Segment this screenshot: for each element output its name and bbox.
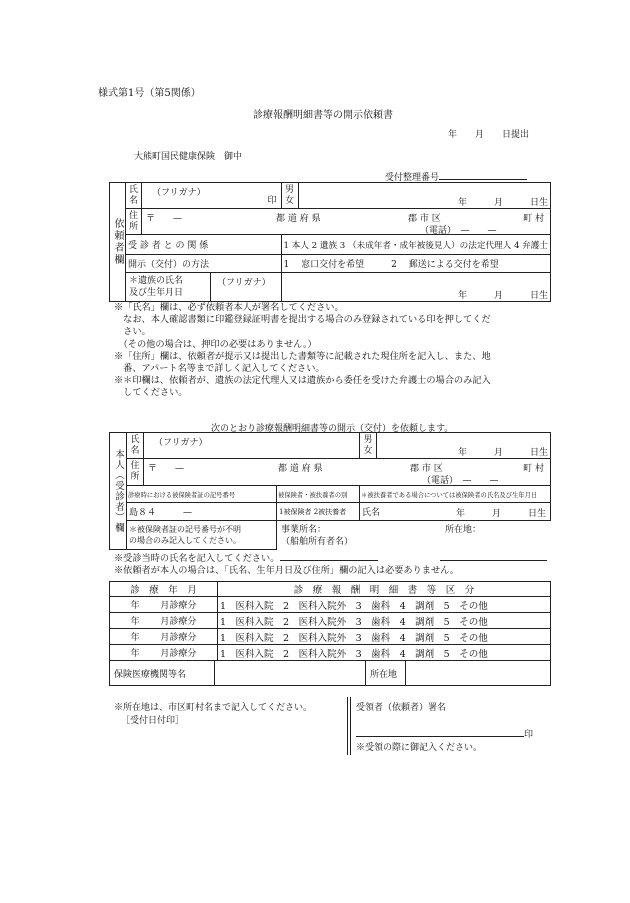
patient-phone: （電話） — — xyxy=(422,476,499,487)
treatment-period-cell[interactable]: 年 月診療分 xyxy=(110,645,218,661)
treatment-category-cell[interactable]: 1 医科入院 2 医科入院外 3 歯科 4 調剤 5 その他 xyxy=(218,629,551,645)
treatment-period-header: 診 療 年 月 xyxy=(110,582,218,597)
patient-postal: 〒 — xyxy=(148,464,185,475)
requester-address-field[interactable] xyxy=(142,209,551,235)
receiver-note: ※受領の際に御記入ください。 xyxy=(356,743,483,753)
institution-label: 保険医療機関等名 xyxy=(110,661,215,685)
requester-prefecture: 都 道 府 県 xyxy=(276,214,321,224)
method-label: 開示（交付）の方法 xyxy=(126,255,281,273)
insurance-symbol-header: 診療時における被保険者証の記号番号 xyxy=(127,485,277,502)
requester-birth-date[interactable]: 年 月 日生 xyxy=(298,183,550,209)
holder-info[interactable] xyxy=(360,503,551,521)
requester-side-label: 依頼者欄 xyxy=(110,183,126,302)
relation-options[interactable]: 1 本人 2 遺族 3 （未成年者・成年被後見人）の法定代理人 4 弁護士 xyxy=(281,235,550,255)
insured-type-header: 被保険者・被扶養者の別 xyxy=(277,485,360,502)
location-note: ※所在地は、市区町村名まで記入してください。 xyxy=(114,703,313,713)
dependent-note-header: ＊被扶養者である場合については被保険者の氏名及び生年月日 xyxy=(360,485,551,502)
receiver-seal: 印 xyxy=(524,730,534,740)
treatment-category-cell[interactable]: 1 医科入院 2 医科入院外 3 歯科 4 調剤 5 その他 xyxy=(218,645,551,661)
requester-city: 郡 市 区 xyxy=(408,214,441,224)
office-location-label: 所在地： xyxy=(445,525,482,536)
treatment-table xyxy=(109,581,551,686)
bereaved-label: ＊遺族の氏名 及び生年月日 xyxy=(126,273,211,301)
unknown-note: ＊被保険者証の記号番号が不明 の場合のみ記入してください。 xyxy=(127,521,277,550)
institution-name-field[interactable] xyxy=(110,661,406,686)
institution-location-label: 所在地 xyxy=(370,669,398,680)
patient-gender[interactable]: 男女 xyxy=(360,433,377,459)
method-options[interactable]: 1 窓口交付を希望 2 郵送による交付を希望 xyxy=(281,255,550,273)
bereaved-birth-date[interactable]: 年 月 日生 xyxy=(281,273,550,302)
page-title: 診療報酬明細書等の開示依頼書 xyxy=(253,110,393,121)
request-sentence: 次のとおり診療報酬明細書等の開示（交付）を依頼します。 xyxy=(211,424,454,434)
holder-name-label: 氏名 xyxy=(362,508,381,519)
insurance-symbol-value[interactable]: 島８４ — xyxy=(127,503,277,521)
requester-table xyxy=(109,182,551,302)
requester-gender[interactable]: 男女 xyxy=(281,183,298,209)
patient-birth-date[interactable]: 年 月 日生 xyxy=(377,433,551,459)
treatment-category-cell[interactable]: 1 医科入院 2 医科入院外 3 歯科 4 調剤 5 その他 xyxy=(218,613,551,629)
receiver-signature-field[interactable] xyxy=(356,726,533,740)
patient-prefecture: 都 道 府 県 xyxy=(278,464,323,475)
receipt-number-label: 受付整理番号 xyxy=(385,173,440,183)
treatment-period-cell[interactable]: 年 月診療分 xyxy=(110,613,218,629)
patient-address-label: 住所 xyxy=(127,459,144,485)
patient-table xyxy=(109,432,551,550)
requester-furigana: （フリガナ） xyxy=(152,188,206,198)
treatment-period-cell[interactable]: 年 月診療分 xyxy=(110,597,218,613)
office-field[interactable] xyxy=(277,521,551,550)
institution-location-field[interactable] xyxy=(406,661,551,686)
patient-name-field[interactable] xyxy=(144,433,360,459)
submission-date[interactable]: 年 月 日提出 xyxy=(448,130,530,140)
bereaved-furigana: （フリガナ） xyxy=(217,278,271,288)
insured-type-value[interactable]: 1被保険者 2被扶養者 xyxy=(277,503,360,521)
notes-block-1: ※「氏名」欄は、必ず依頼者本人が署名してください。 なお、本人確認書類に印鑑登録証明書を提出する場合のみ登録されている印を押してくだ さい。 （その他の場合は、押印の必要はありません。） ※「住所」欄は、依頼者が提示又は提出した書類等に記載された現住所を記入し、また、地 番、アパート名等まで詳しく記入してください。 ※＊印欄は、依頼者が、遺族の法定代理人又は遺族から委任を受けた弁護士の場合のみ記入 してください。 xyxy=(114,302,491,399)
requester-town: 町 村 xyxy=(523,214,544,224)
treatment-period-cell[interactable]: 年 月診療分 xyxy=(110,629,218,645)
requester-phone: （電話） — — xyxy=(420,226,497,236)
addressee: 大熊町国民健康保険 御中 xyxy=(134,152,243,162)
requester-postal: 〒 — xyxy=(146,214,183,224)
receiver-label: 受領者（依頼者）署名 xyxy=(356,703,447,713)
notes-block-2: ※受診当時の氏名を記入してください。 ※依頼者が本人の場合は、「氏名、生年月日及び住所」欄の記入は必要ありません。 xyxy=(114,553,460,577)
office-label: 事業所名： xyxy=(281,525,327,536)
stamp-label: ［受付日付印］ xyxy=(121,716,185,726)
patient-town: 町 村 xyxy=(523,464,544,475)
holder-birth: 年 月 日生 xyxy=(455,509,546,520)
treatment-category-header: 診 療 報 酬 明 細 書 等 区 分 xyxy=(218,582,551,597)
relation-label: 受 診 者 と の 関 係 xyxy=(126,235,281,255)
patient-name-label: 氏名 xyxy=(127,433,144,459)
treatment-category-cell[interactable]: 1 医科入院 2 医科入院外 3 歯科 4 調剤 5 その他 xyxy=(218,597,551,613)
requester-seal: 印 xyxy=(267,196,277,206)
office-sub: （船舶所有者名） xyxy=(281,537,354,548)
footer-divider xyxy=(347,697,351,755)
patient-side-label: 本人（受診者）欄 xyxy=(110,433,127,550)
patient-address-field[interactable] xyxy=(144,459,551,485)
bereaved-cell[interactable] xyxy=(126,273,281,302)
form-number: 様式第1号（第5関係） xyxy=(98,88,201,99)
patient-furigana: （フリガナ） xyxy=(154,438,208,448)
requester-address-label: 住所 xyxy=(126,209,142,235)
requester-name-field[interactable] xyxy=(142,183,282,209)
requester-name-label: 氏名 xyxy=(126,183,142,209)
patient-city: 郡 市 区 xyxy=(410,464,443,475)
